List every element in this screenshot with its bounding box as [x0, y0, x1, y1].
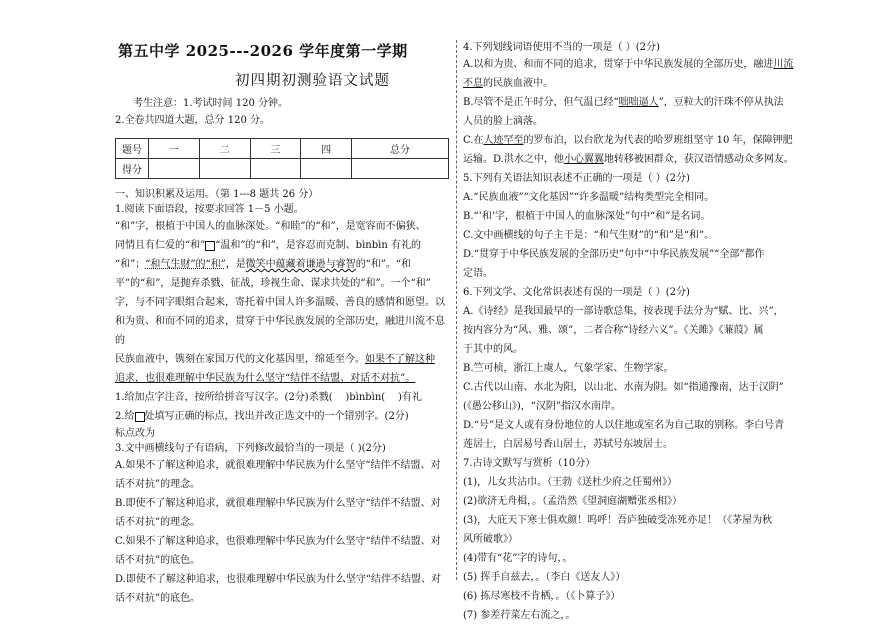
option-3c: C.如果不了解这种追求，也很难理解中华民族为什么坚守“结伴不结盟、对: [115, 536, 441, 547]
option-3c-cont: 话不对抗”的底色。: [115, 555, 201, 566]
passage-line: 字，与不同字眼组合起来，寄托着中国人许多温暖、善良的感情和愿望。以: [115, 297, 445, 308]
notice-time: 考生注意：1.考试时间 120 分钟。: [133, 98, 288, 109]
option-4c-cont: 运输。D.洪水之中，他小心翼翼地转移被困群众，获汉语情感动众多网友。: [463, 154, 794, 165]
option-3b: B.即使不了解这种追求，就很难理解中华民族为什么坚守“结伴不结盟、对: [115, 498, 441, 509]
poem-blank-2: (2)欲济无舟楫，。（孟浩然《望洞庭湖赠张丞相》）: [463, 496, 683, 507]
question-2-answer-label: 标点改为: [115, 428, 155, 439]
question-3: 3.文中画横线句子有语病，下列修改最恰当的一项是（ )(2分): [115, 443, 386, 454]
notice-score: 2.全卷共四道大题，总分 120 分。: [115, 115, 270, 126]
option-5d: D.“贯穿于中华民族发展的全部历史”句中“中华民族发展”“全部”都作: [463, 249, 765, 260]
score-entry-cell[interactable]: [250, 159, 301, 179]
option-3b-cont: 话不对抗”的理念。: [115, 517, 201, 528]
option-4b-cont: 人员的脸上滴落。: [463, 116, 543, 127]
score-cell: 三: [250, 139, 301, 159]
option-6d-cont: 莲居士，白居易号香山居士，苏轼号东坡居士。: [463, 439, 673, 450]
column-divider: [456, 40, 457, 580]
option-6c: C.古代以山南、水北为阳，以山北、水南为阴。如“指通豫南，达于汉阴”: [463, 382, 784, 393]
option-6a: A.《诗经》是我国最早的一部诗歌总集，按表现手法分为“赋、比、兴”，: [463, 306, 784, 317]
underlined-sentence: 如果不了解这种: [365, 354, 435, 365]
score-table-header-row: [116, 139, 449, 159]
option-5c: C.文中画横线的句子主干是：“和气生财”的“和”是“和”。: [463, 230, 715, 241]
score-cell: 总分: [352, 139, 449, 159]
option-3a-cont: 话不对抗”的理念。: [115, 479, 201, 490]
score-entry-cell[interactable]: [149, 159, 200, 179]
right-column: [463, 40, 803, 625]
passage-line: [115, 369, 450, 388]
score-cell: 题号: [116, 139, 149, 159]
option-4a: A.以和为贵、和而不同的追求，贯穿于中华民族发展的全部历史，融进川流: [463, 59, 794, 70]
score-table-score-row: [116, 159, 449, 179]
option-6d: D.“号”是文人或有身份地位的人以住地或室名为自己取的别称。李白号青: [463, 420, 785, 431]
score-cell: 四: [301, 139, 352, 159]
option-4c: C.在人迹罕至的罗布泊，以台欣龙为代表的哈罗班组坚守 10 年，保障钾肥: [463, 135, 793, 146]
option-3d-cont: 话不对抗”的底色。: [115, 593, 201, 604]
passage-line: “和”字，根植于中国人的血脉深处。“和睦”的“和”，是宽容而不偏狭、: [115, 221, 426, 232]
question-7: 7.古诗文默写与赏析（10分）: [463, 458, 596, 469]
option-6a-cont: 于其中的风。: [463, 344, 523, 355]
question-6: 6.下列文学、文化常识表述有误的一项是（ ）(2分): [463, 287, 690, 298]
passage-line: 平”的“和”，是抛弃杀戮、征战，珍视生命、谋求共处的“和”。一个“和”: [115, 278, 431, 289]
option-5b: B.“‘和’字，根植于中国人的血脉深处”句中“和”是名词。: [463, 211, 711, 222]
score-entry-cell[interactable]: [199, 159, 250, 179]
poem-blank-1: (1)，儿女共沾巾。（王勃《送杜少府之任蜀州》）: [463, 477, 678, 488]
question-2: 2.给 处填写正确的标点，找出并改正选文中的一个错别字。(2分): [115, 411, 409, 422]
wavy-underline-text: 微笑中蕴藏着谦逊与睿智: [245, 259, 356, 270]
option-5d-cont: 定语。: [463, 268, 493, 279]
poem-blank-6: (6) 拣尽寒枝不肯栖，。（《卜算子》）: [463, 591, 621, 602]
score-entry-cell[interactable]: [301, 159, 352, 179]
score-table: [115, 138, 449, 179]
option-6c-cont: (《愚公移山》)，“汉阴”指汉水南岸。: [463, 401, 622, 412]
option-6a-cont: 按内容分为“风、雅、颂”，二者合称“诗经六义”。《关雎》《蒹葭》属: [463, 325, 764, 336]
left-column: [115, 40, 450, 608]
reading-passage: [115, 217, 450, 388]
question-1: 1.给加点字注音，按所给拼音写汉字。(2分)杀戮( )bìnbìn( )有礼: [115, 392, 422, 403]
option-4b: B.尽管不是正午时分，但气温已经“咄咄逼人”，豆粒大的汗珠不停从执法: [463, 97, 784, 108]
question-1-intro: 1.阅读下面语段，按要求回答 1－5 小题。: [115, 204, 304, 215]
poem-blank-7: (7) 参差荇菜左右流之，。: [463, 610, 576, 621]
poem-blank-3: (3)，大庇天下寒士俱欢颜！呜呼！吾庐独破受冻死亦足！（《茅屋为秋: [463, 515, 773, 526]
passage-line: 和为贵、和而不同的追求，贯穿于中华民族发展的全部历史，融进川流不息的: [115, 316, 445, 346]
section-1-heading: 一、知识积累及运用。（第 1---8 题共 26 分）: [115, 189, 319, 200]
blank-box-icon: [135, 412, 145, 422]
score-entry-cell[interactable]: [352, 159, 449, 179]
score-cell: 得分: [116, 159, 149, 179]
option-3d: D.即使不了解这种追求，也很难理解中华民族为什么坚守“结伴不结盟、对: [115, 574, 441, 585]
question-4: 4.下列划线词语使用不当的一项是（ ）(2分): [463, 42, 660, 53]
score-cell: 一: [149, 139, 200, 159]
underlined-sentence: 追求，也很难理解中华民族为什么坚守“结伴不结盟、对话不对抗”。: [115, 373, 416, 384]
exam-title-line1: 第五中学 2025---2026 学年度第一学期: [118, 42, 408, 60]
option-3a: A.如果不了解这种追求，就很难理解中华民族为什么坚守“结伴不结盟、对: [115, 460, 441, 471]
option-5a: A.“民族血液”“文化基因”“许多温暖”结构类型完全相同。: [463, 192, 715, 203]
poem-blank-5: (5) 挥手自兹去，。（李白《送友人》）: [463, 572, 626, 583]
option-6b: B.竺可桢，浙江上虞人，气象学家、生物学家。: [463, 363, 674, 374]
option-4a-cont: 不息的民族血液中。: [463, 78, 553, 89]
question-5: 5.下列有关语法知识表述不正确的一项是（ ）(2分): [463, 173, 690, 184]
passage-line: 民族血液中，镌刻在家国万代的文化基因里，绵延至今。如果不了解这种: [115, 354, 435, 365]
score-cell: 二: [199, 139, 250, 159]
exam-title-line2: 初四期初测验语文试题: [235, 73, 390, 89]
poem-blank-4: (4)带有“花”字的诗句，。: [463, 553, 573, 564]
poem-blank-3-cont: 风所破歌》）: [463, 534, 518, 545]
passage-line: “和”；“和气生财”的“和”，是微笑中蕴藏着谦逊与睿智的“和”。“和: [115, 259, 412, 270]
blank-box-icon: [205, 241, 215, 251]
passage-line: 同情且有仁爱的“和” “温和”的“和”，是容忍而克制、bìnbìn 有礼的: [115, 240, 421, 251]
